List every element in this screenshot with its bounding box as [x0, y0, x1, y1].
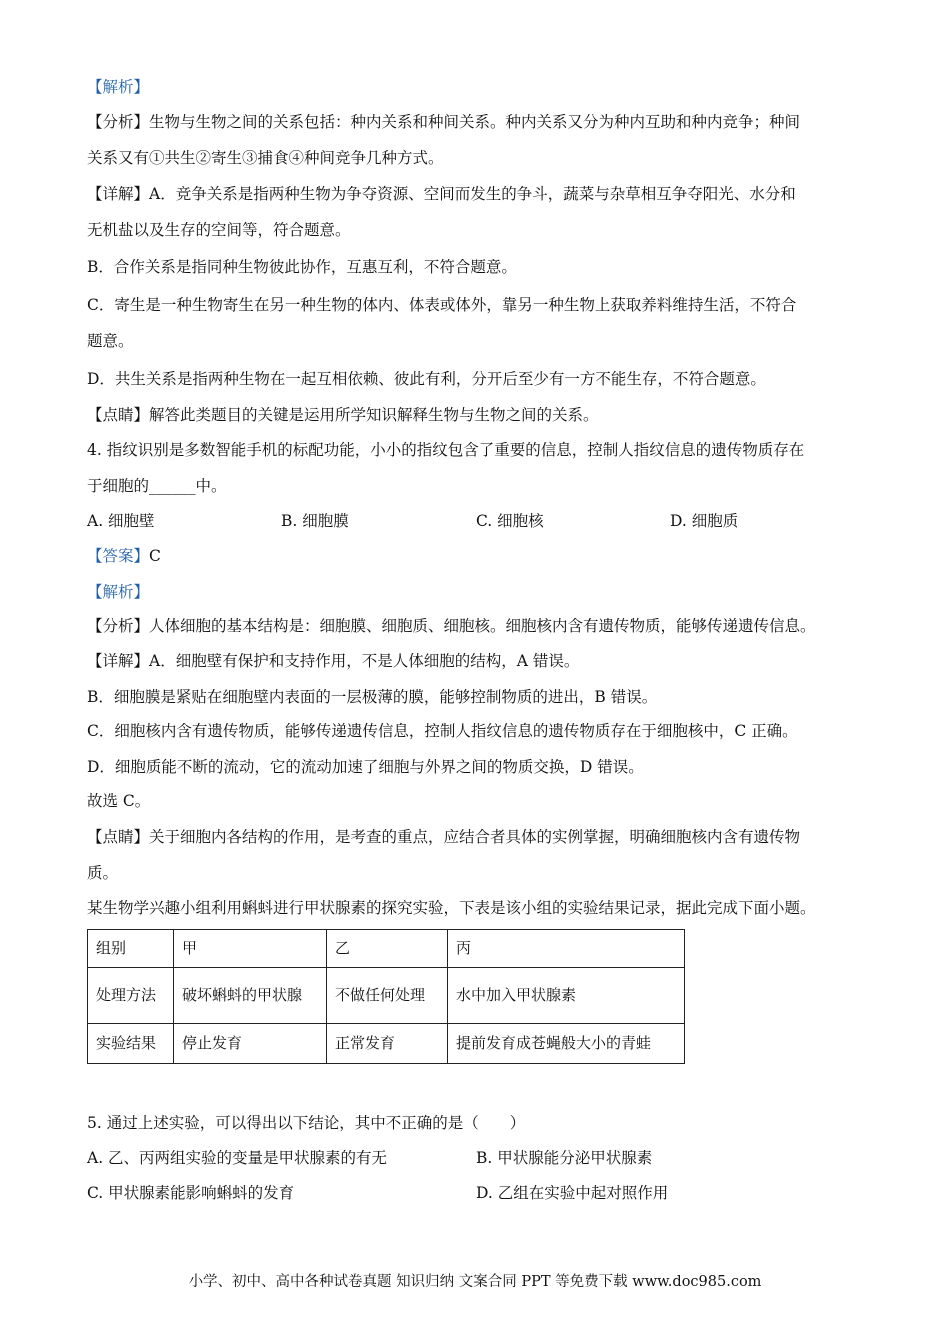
table-cell: 实验结果	[88, 1024, 174, 1064]
s3-option-b-explanation: B．合作关系是指同种生物彼此协作，互惠互利，不符合题意。	[87, 258, 517, 276]
s3-detail-line-1: 【详解】A．竞争关系是指两种生物为争夺资源、空间而发生的争斗，蔬菜与杂草相互争夺阳光、水分和	[87, 185, 796, 203]
q5-option-d: D. 乙组在实验中起对照作用	[476, 1184, 669, 1202]
s3-key-point: 【点睛】解答此类题目的关键是运用所学知识解释生物与生物之间的关系。	[87, 406, 599, 424]
q4-key-point-2: 质。	[87, 864, 119, 882]
s3-jiexi-heading: 【解析】	[87, 78, 150, 96]
table-row	[88, 968, 685, 1024]
table-cell: 提前发育成苍蝇般大小的青蛙	[448, 1024, 685, 1064]
q4-detail-c: C．细胞核内含有遗传物质，能够传递遗传信息，控制人指纹信息的遗传物质存在于细胞核中，C 正确。	[87, 722, 798, 740]
q5-options-row-2	[87, 1182, 867, 1204]
q4-options	[87, 510, 867, 532]
q4-detail-a: 【详解】A．细胞壁有保护和支持作用，不是人体细胞的结构，A 错误。	[87, 652, 580, 670]
q5-options-row-1	[87, 1147, 867, 1169]
q5-option-b: B. 甲状腺能分泌甲状腺素	[476, 1149, 653, 1167]
s3-analysis-line-2: 关系又有①共生②寄生③捕食④种间竞争几种方式。	[87, 149, 444, 167]
q5-stem: 5. 通过上述实验，可以得出以下结论，其中不正确的是（ ）	[87, 1114, 526, 1132]
table-cell: 正常发育	[327, 1024, 448, 1064]
q4-analysis: 【分析】人体细胞的基本结构是：细胞膜、细胞质、细胞核。细胞核内含有遗传物质，能够传递遗传信息。	[87, 617, 816, 635]
q4-stem-line-1: 4. 指纹识别是多数智能手机的标配功能，小小的指纹包含了重要的信息，控制人指纹信息的遗传物质存在	[87, 441, 805, 459]
q4-option-c: C. 细胞核	[476, 512, 544, 530]
q4-conclusion: 故选 C。	[87, 792, 151, 810]
q4-option-b: B. 细胞膜	[281, 512, 349, 530]
q4-jiexi-heading: 【解析】	[87, 583, 150, 601]
q4-stem-line-2: 于细胞的______中。	[87, 477, 227, 495]
q4-answer	[87, 545, 161, 567]
experiment-intro: 某生物学兴趣小组利用蝌蚪进行甲状腺素的探究实验，下表是该小组的实验结果记录，据此完成下面小题。	[87, 899, 816, 917]
table-cell: 乙	[327, 930, 448, 968]
s3-detail-line-2: 无机盐以及生存的空间等，符合题意。	[87, 221, 351, 239]
q4-detail-b: B．细胞膜是紧贴在细胞壁内表面的一层极薄的膜，能够控制物质的进出，B 错误。	[87, 688, 658, 706]
table-cell: 不做任何处理	[327, 968, 448, 1024]
table-cell: 组别	[88, 930, 174, 968]
table-row	[88, 1024, 685, 1064]
q5-option-c: C. 甲状腺素能影响蝌蚪的发育	[87, 1184, 295, 1202]
table-row	[88, 930, 685, 968]
s3-option-d-explanation: D．共生关系是指两种生物在一起互相依赖、彼此有利，分开后至少有一方不能生存，不符合题意。	[87, 370, 766, 388]
q4-option-d: D. 细胞质	[670, 512, 739, 530]
experiment-table	[87, 929, 685, 1064]
q4-answer-value: C	[149, 547, 161, 565]
s3-option-c-explanation-1: C．寄生是一种生物寄生在另一种生物的体内、体表或体外，靠另一种生物上获取养料维持生活，不符合	[87, 296, 797, 314]
table-cell: 水中加入甲状腺素	[448, 968, 685, 1024]
table-cell: 破坏蝌蚪的甲状腺	[174, 968, 327, 1024]
table-cell: 甲	[174, 930, 327, 968]
q4-option-a: A. 细胞壁	[87, 512, 155, 530]
table-cell: 丙	[448, 930, 685, 968]
q5-option-a: A. 乙、丙两组实验的变量是甲状腺素的有无	[87, 1149, 388, 1167]
page-footer: 小学、初中、高中各种试卷真题 知识归纳 文案合同 PPT 等免费下载 www.doc985.com	[188, 1274, 762, 1290]
q4-detail-d: D．细胞质能不断的流动，它的流动加速了细胞与外界之间的物质交换，D 错误。	[87, 758, 644, 776]
s3-analysis-line-1: 【分析】生物与生物之间的关系包括：种内关系和种间关系。种内关系又分为种内互助和种内竞争；种间	[87, 113, 801, 131]
table-cell: 停止发育	[174, 1024, 327, 1064]
s3-option-c-explanation-2: 题意。	[87, 332, 134, 350]
q4-key-point-1: 【点睛】关于细胞内各结构的作用，是考查的重点，应结合者具体的实例掌握，明确细胞核内含有遗传物	[87, 828, 801, 846]
q4-answer-label: 【答案】	[87, 547, 150, 565]
table-cell: 处理方法	[88, 968, 174, 1024]
